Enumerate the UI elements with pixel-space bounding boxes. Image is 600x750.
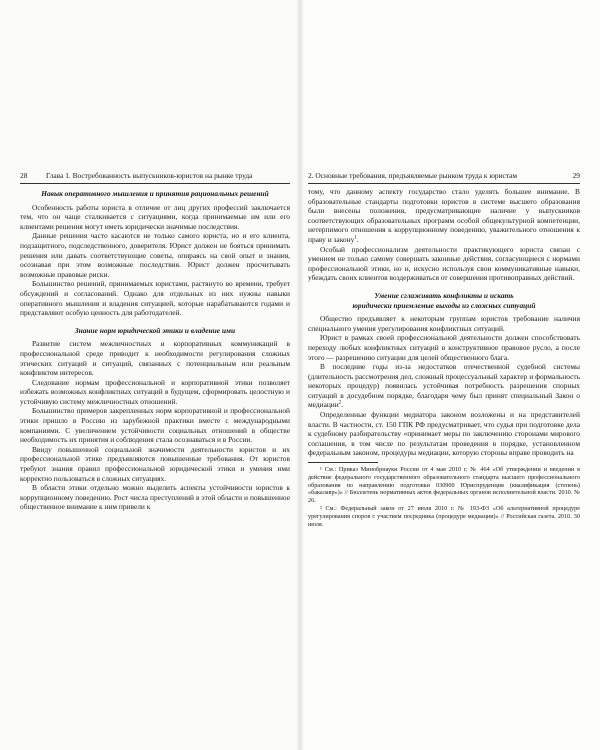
paragraph: Ввиду повышенной социальной значимости деятельности юристов и их профессиональной этике предъявляются повышенные требования. От юристов требуют знания правил профессиональной юридической этики и умения ими корректно пользоваться в сложных ситуациях.	[20, 444, 290, 483]
left-header-text: Глава 1. Востребованность выпускников-юристов на рынке труда	[46, 171, 253, 180]
section-heading-legal-ethics: Знание норм юридической этики и владение ими	[74, 325, 236, 335]
footnote-ref[interactable]: 1	[354, 235, 357, 241]
paragraph: Следование нормам профессиональной и корпоративной этики позволяет избежать возможных конфликтных ситуаций в будущем, сформировать целостную и устойчивую систему межличностных отношений.	[20, 377, 290, 406]
footnote-ref[interactable]: 2	[338, 401, 342, 406]
section-heading-conflict-resolution	[308, 291, 580, 310]
right-page-number: 29	[572, 171, 580, 180]
paragraph: Данные решения часто касаются не только самого юриста, но и его клиента, подзащитного, подследственного, доверителя. Юрист должен не бояться принимать решения или давать соответствующие советы, опираясь на свой опыт и знания, осознавая при этом возможные последствия. Юрист должен просчитывать возможные правовые риски.	[20, 231, 290, 279]
paragraph: Определенные функции медиатора законом возложены и на представителей власти. В частности, ст. 150 ГПК РФ предусматривает, что судья при подготовке дела к судебному разбирательству «принимает меры по заключению сторонами мирового соглашения, в том числе по результатам проведения в порядке, установленном федеральным законом, процедуры медиации, которую стороны вправе проводить на	[308, 410, 580, 458]
paragraph: Особый профессионализм деятельности практикующего юриста связан с умением не только самому совершать законные действия, согласующиеся с нормами профессиональной этики, но и, искусно используя свои коммуникативные навыки, убеждать своих клиентов воздерживаться от совершения противоправных действий.	[308, 244, 580, 283]
left-page-number: 28	[20, 171, 28, 180]
paragraph: Юрист в рамках своей профессиональной деятельности должен способствовать переходу любых конфликтных ситуаций в конструктивное правовое русло, а после этого — разрешению ситуации для целей общественного блага.	[308, 333, 580, 362]
right-page	[300, 0, 600, 750]
left-header-rule	[20, 183, 290, 184]
left-body	[20, 187, 290, 512]
section-heading-line: юридически приемлемые выходы из сложных ситуаций	[352, 300, 536, 310]
paragraph: Большинство решений, принимаемых юристами, растянуто во времени, требует обсуждений и согласований. Однако для отдельных из них нужны навыки оперативного мышления и владения ситуацией, которые нарабатываются годами и представляют особую ценность для работодателей.	[20, 279, 290, 318]
footnote: ² См.: Федеральный закон от 27 июля 2010 г. № 193-ФЗ «Об альтернативной процедуре урегулирования споров с участием посредника (процедуре медиации)» // Российская газета. 2010. 30 июля.	[308, 505, 580, 528]
right-header-rule	[308, 183, 580, 184]
paragraph: Общество предъявляет к некоторым группам юристов требование наличия специального умения урегулирования конфликтных ситуаций.	[308, 314, 580, 333]
paragraph: Особенность работы юриста в отличие от лиц других профессий заключается тем, что он чаще сталкивается с ситуациями, когда принимаемые им или его клиентами решения могут иметь юридически значимые последствия.	[20, 202, 290, 231]
paragraph: В последние годы из-за недостатков отечественной судебной системы (длительность рассмотрения дел, сложный процессуальный характер и формальность некоторых процедур) появилась устойчивая потребность разрешения спорных ситуаций в досудебном порядке, благодаря чему был принят специальный Закон о медиации$^2$.	[308, 362, 580, 410]
footnote: ¹ См.: Приказ Минобрнауки России от 4 мая 2010 г. № 464 «Об утверждении и введении в действие федерального государственного образовательного стандарта высшего профессионального образования по направлению подготовки 030900 Юриспруденция (квалификация (степень) «бакалавр»)» // Бюллетень нормативных актов федеральных органов исполнительной власти. 2010. № 26.	[308, 466, 580, 505]
right-body	[308, 187, 580, 528]
footnote-rule	[308, 462, 378, 463]
paragraph: Большинство примеров закрепленных норм корпоративной и профессиональной этики пришло в Россию из зарубежной практики вместе с международными компаниями. С увеличением устойчивости социальных отношений в обществе необходимость их принятия и соблюдения стала осознаваться и в России.	[20, 406, 290, 445]
paragraph: В области этики отдельно можно выделить аспекты устойчивости юристов к коррупционному поведению. Рост числа преступлений в этой области и повышенное общественное внимание к ним привели к	[20, 483, 290, 512]
left-running-header	[20, 170, 290, 182]
right-header-text: 2. Основные требования, предъявляемые рынком труда к юристам	[308, 171, 518, 180]
paragraph: Развитие систем межличностных и корпоративных коммуникаций в профессиональной среде приводит к необходимости регулирования сложных этических ситуаций и ситуаций, связанных с потенциальным или реальным конфликтом интересов.	[20, 339, 290, 378]
section-heading-operative-thinking: Навык оперативного мышления и принятия рациональных решений	[41, 189, 269, 198]
book-gutter	[296, 0, 304, 750]
section-heading-line: Умение сглаживать конфликты и искать	[374, 290, 514, 300]
paragraph-continued: тому, что данному аспекту государство стало уделять большее внимание. В образовательные стандарты подготовки юристов в системе высшего образования были внесены положения, предусматривающие наличие у выпускников соответствующих образовательных программ особой общекультурной компетенции, нетерпимого отношения к коррупционному поведению, уважительного отношения к праву и закону$^1$.	[308, 187, 580, 244]
right-running-header	[308, 170, 580, 182]
